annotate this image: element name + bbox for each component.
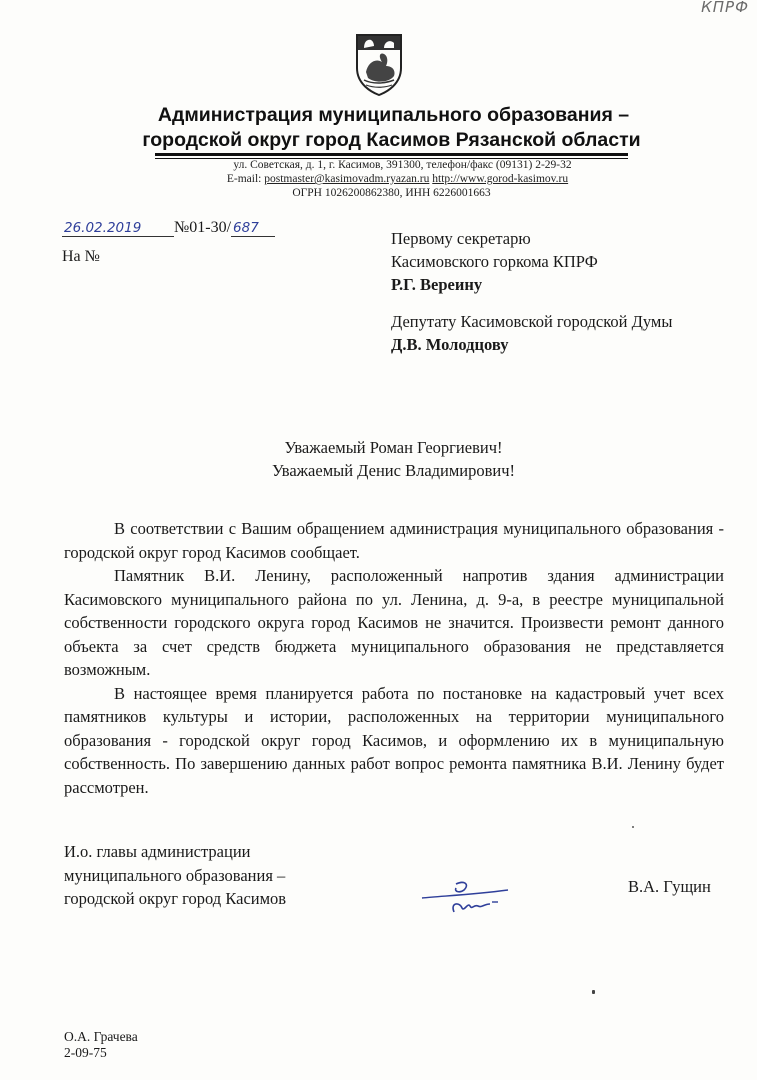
address-line: ул. Советская, д. 1, г. Касимов, 391300, телефон/факс (09131) 2-29-32: [233, 159, 572, 171]
body-paragraph: В соответствии с Вашим обращением администрация муниципального образования - городской округ город Касимов сообщает.: [64, 519, 724, 562]
signer-line-3: городской округ город Касимов: [64, 889, 287, 908]
signer-line-1: И.о. главы администрации: [64, 842, 251, 861]
reply-to-label: На №: [62, 248, 100, 265]
salutation-line-2: Уважаемый Денис Владимирович!: [271, 461, 516, 480]
website-link[interactable]: http://www.gorod-kasimov.ru: [432, 173, 569, 185]
handwritten-date: 26.02.2019: [62, 220, 174, 237]
body-paragraph: В настоящее время планируется работа по постановке на кадастровый учет всех памятников культуры и истории, расположенных на территории муниципального образования - городской округ город Касимов, и оформлению их в муниципальную собственность. По завершению данных работ вопрос ремонта памятника В.И. Ленину будет рассмотрен.: [64, 683, 724, 797]
letter-body: [64, 517, 724, 799]
email-label: E-mail:: [226, 173, 262, 185]
addressee-line-3: Депутату Касимовской городской Думы: [391, 312, 673, 331]
body-paragraph: Памятник В.И. Ленину, расположенный напротив здания администрации Касимовского муниципального района по ул. Ленина, д. 9-а, в реестре муниципальной собственности городского округа город Касимов не значится. Произвести ремонт данного объекта за счет средств бюджета муниципального образования не представляется возможным.: [64, 566, 724, 679]
scan-speck: [592, 990, 595, 994]
handwritten-number: 687: [231, 220, 275, 237]
title-line-2: городской округ город Касимов Рязанской области: [142, 129, 641, 151]
addressee-line-1: Первому секретарю: [391, 229, 531, 248]
signer-line-2: муниципального образования –: [64, 865, 286, 885]
email-line: [0, 172, 757, 186]
title-line-1: Администрация муниципального образования –: [157, 104, 630, 126]
scan-speck: [632, 826, 634, 828]
number-prefix: №01-30/: [174, 219, 232, 236]
executor-name: О.А. Грачева: [64, 1029, 138, 1044]
coat-of-arms-icon: [354, 32, 404, 96]
salutation-line-1: Уважаемый Роман Георгиевич!: [284, 438, 503, 457]
salutation: [0, 436, 757, 482]
addressee-block: [391, 227, 672, 356]
signer-name: В.А. Гущин: [628, 877, 711, 896]
outgoing-number-line: [62, 219, 275, 237]
executor-block: [64, 1029, 138, 1061]
addressee-line-2: Касимовского горкома КПРФ: [391, 252, 598, 271]
organization-title: [0, 103, 757, 153]
handwritten-signature-icon: [420, 878, 510, 918]
registration-line: ОГРН 1026200862380, ИНН 6226001663: [292, 187, 491, 199]
addressee-name-1: Р.Г. Вереину: [391, 275, 483, 294]
header-divider-thick: [155, 153, 628, 156]
signer-title: [64, 840, 286, 911]
contacts-block: [0, 158, 757, 200]
email-link[interactable]: postmaster@kasimovadm.ryazan.ru: [264, 173, 430, 185]
executor-phone: 2-09-75: [64, 1045, 107, 1060]
corner-handwritten-mark: КПРФ: [701, 0, 749, 16]
addressee-name-2: Д.В. Молодцову: [391, 335, 509, 354]
